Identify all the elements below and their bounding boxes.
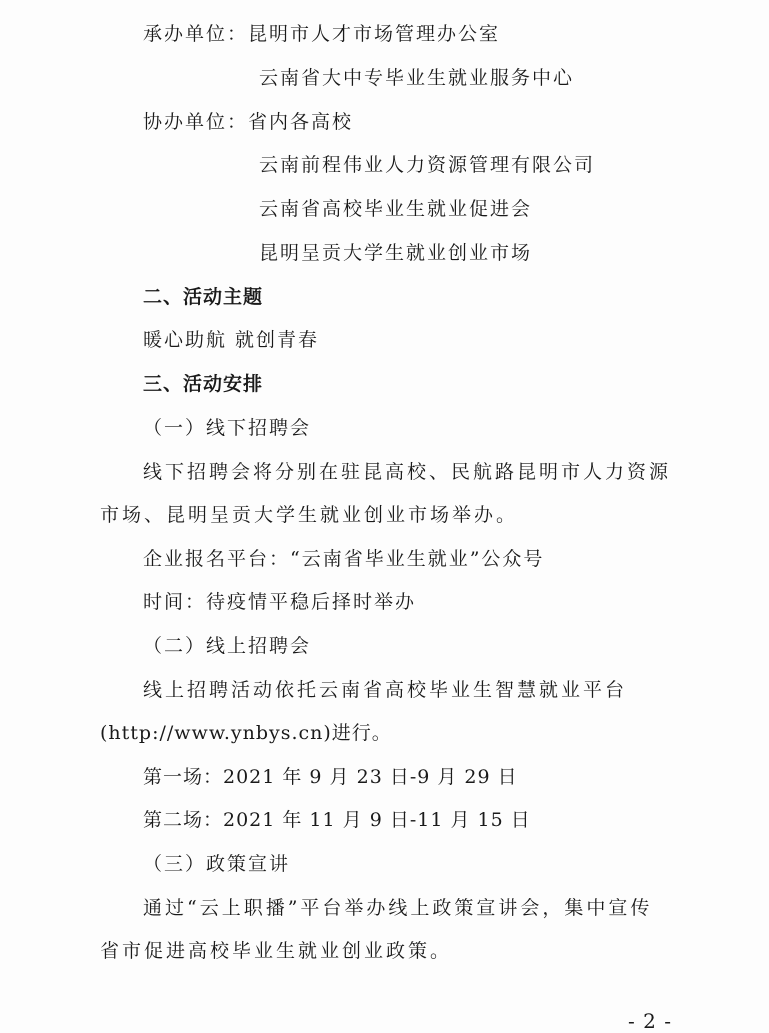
part3-paragraph-line: 省市促进高校毕业生就业创业政策。 [100,940,453,962]
co-organizer-label: 协办单位： [143,111,249,133]
co-organizer-item: 昆明呈贡大学生就业创业市场 [259,242,533,264]
co-organizer-item: 云南省高校毕业生就业促进会 [259,198,533,220]
organizer-label: 承办单位： [143,23,249,45]
co-organizer-item: 省内各高校 [248,111,354,133]
part2-paragraph-line: 线上招聘活动依托云南省高校毕业生智慧就业平台 [143,679,628,701]
organizer-item: 云南省大中专毕业生就业服务中心 [259,67,575,89]
part3-paragraph-line: 通过“云上职播”平台举办线上政策宣讲会，集中宣传 [143,897,653,919]
section3-heading: 三、活动安排 [143,373,264,395]
co-organizer-item: 云南前程伟业人力资源管理有限公司 [259,154,596,176]
part1-paragraph-line: 线下招聘会将分别在驻昆高校、民航路昆明市人力资源 [143,461,672,483]
part2-heading: （二）线上招聘会 [143,635,312,657]
page-number: - 2 - [628,1009,672,1033]
registration-platform: 企业报名平台：“云南省毕业生就业”公众号 [143,548,545,570]
part3-heading: （三）政策宣讲 [143,853,291,875]
part1-paragraph-line: 市场、昆明呈贡大学生就业创业市场举办。 [100,504,519,526]
part1-heading: （一）线下招聘会 [143,417,312,439]
organizer-item: 昆明市人才市场管理办公室 [248,23,501,45]
part2-paragraph-line: (http://www.ynbys.cn)进行。 [100,722,392,744]
section2-heading: 二、活动主题 [143,286,264,308]
session-two: 第二场：2021 年 11 月 9 日-11 月 15 日 [143,809,531,831]
activity-theme: 暖心助航 就创青春 [143,329,320,351]
session-one: 第一场：2021 年 9 月 23 日-9 月 29 日 [143,766,518,788]
organizer-line [143,22,500,46]
offline-time: 时间：待疫情平稳后择时举办 [143,591,417,613]
co-organizer-line [143,110,353,134]
